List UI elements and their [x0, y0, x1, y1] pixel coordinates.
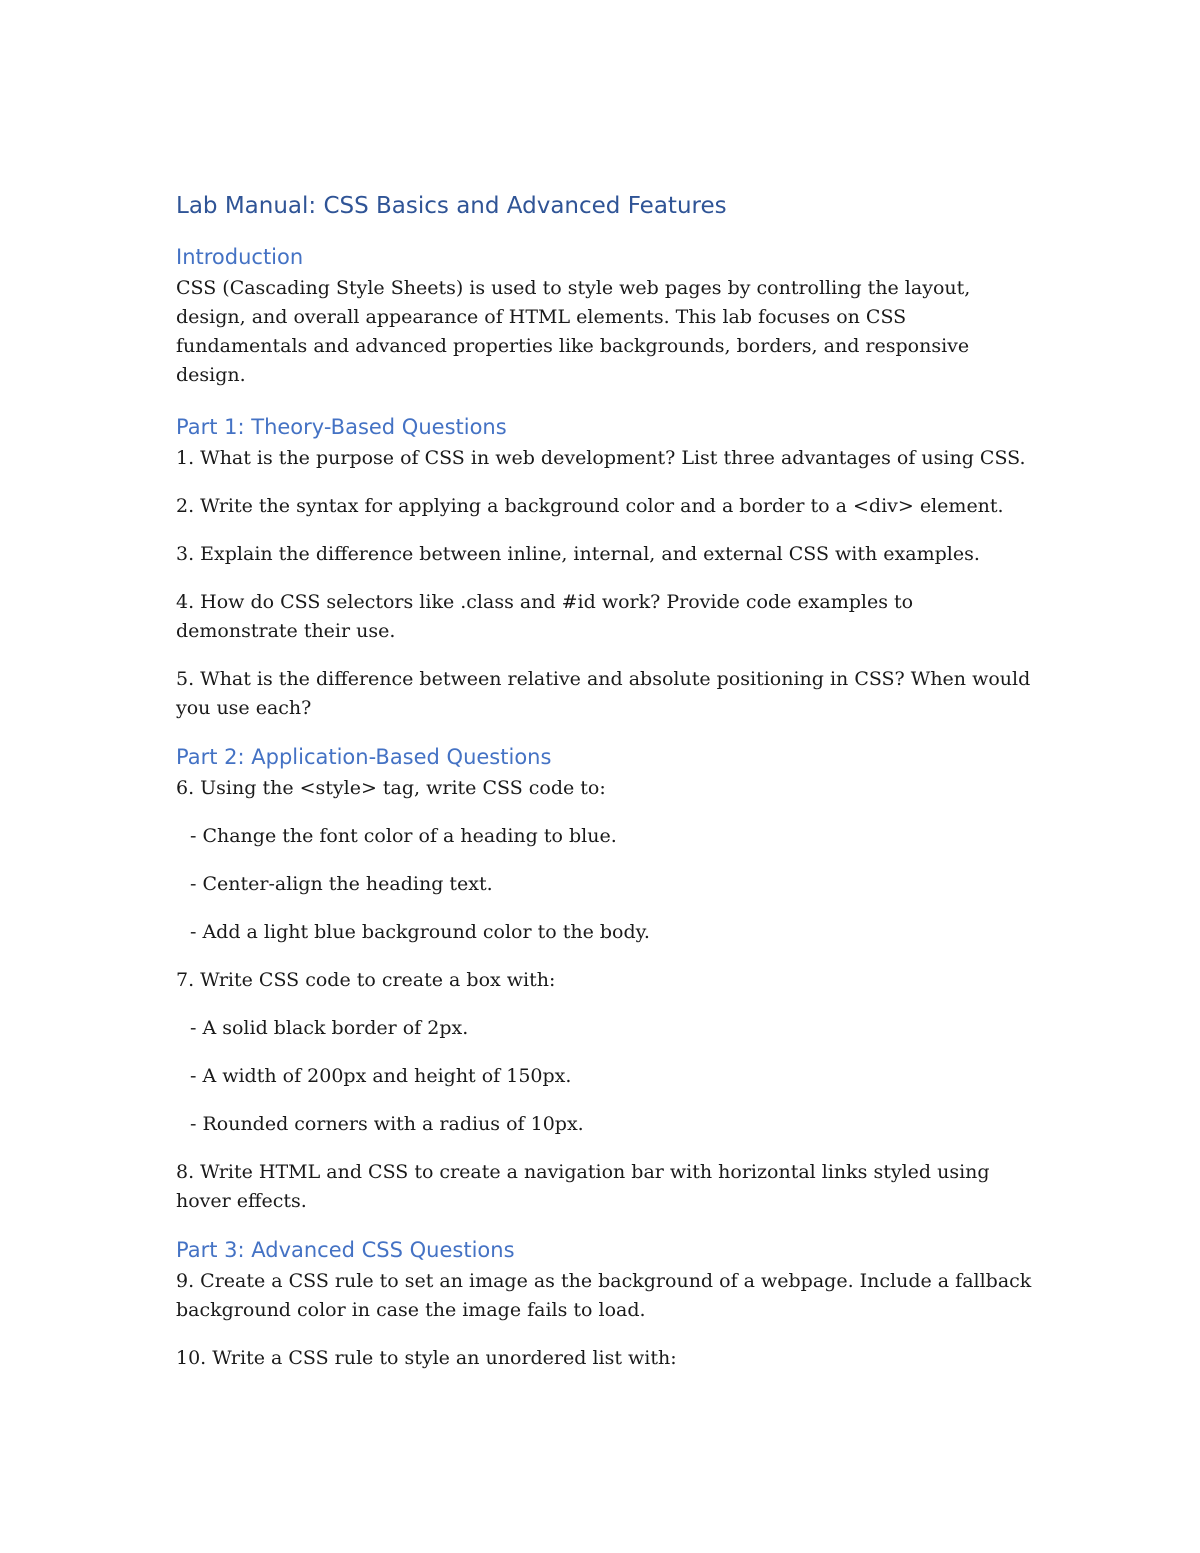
question-7-item: - Rounded corners with a radius of 10px. [190, 1113, 584, 1135]
question-6-item: - Change the font color of a heading to blue. [190, 825, 617, 847]
introduction-text: CSS (Cascading Style Sheets) is used to style web pages by controlling the layout, design, and overall appearance of HTML elements. This lab focuses on CSS fundamentals and advanced properties like backgrounds, borders, and responsive design. [176, 277, 971, 386]
question-2: 2. Write the syntax for applying a background color and a border to a <div> element. [176, 495, 1004, 517]
question-7: 7. Write CSS code to create a box with: [176, 969, 556, 991]
question-9: 9. Create a CSS rule to set an image as the background of a webpage. Include a fallback background color in case the image fails to load. [176, 1270, 1032, 1321]
part2-heading: Part 2: Application-Based Questions [176, 745, 552, 769]
question-10: 10. Write a CSS rule to style an unordered list with: [176, 1347, 677, 1369]
introduction-heading: Introduction [176, 245, 304, 269]
part3-heading: Part 3: Advanced CSS Questions [176, 1238, 515, 1262]
question-7-item: - A solid black border of 2px. [190, 1017, 469, 1039]
document-title: Lab Manual: CSS Basics and Advanced Features [176, 193, 727, 219]
document-content [176, 190, 1036, 1392]
question-6: 6. Using the <style> tag, write CSS code to: [176, 777, 606, 799]
question-7-item: - A width of 200px and height of 150px. [190, 1065, 572, 1087]
part2-section [176, 742, 1036, 1216]
part1-section [176, 412, 1036, 723]
question-6-item: - Add a light blue background color to the body. [190, 921, 650, 943]
question-6-item: - Center-align the heading text. [190, 873, 493, 895]
question-8: 8. Write HTML and CSS to create a navigation bar with horizontal links styled using hover effects. [176, 1161, 990, 1212]
question-3: 3. Explain the difference between inline, internal, and external CSS with examples. [176, 543, 980, 565]
question-4: 4. How do CSS selectors like .class and #id work? Provide code examples to demonstrate their use. [176, 591, 914, 642]
question-5: 5. What is the difference between relative and absolute positioning in CSS? When would you use each? [176, 668, 1031, 719]
question-1: 1. What is the purpose of CSS in web development? List three advantages of using CSS. [176, 447, 1026, 469]
part3-section [176, 1235, 1036, 1373]
part1-heading: Part 1: Theory-Based Questions [176, 415, 507, 439]
introduction-section [176, 242, 1036, 390]
